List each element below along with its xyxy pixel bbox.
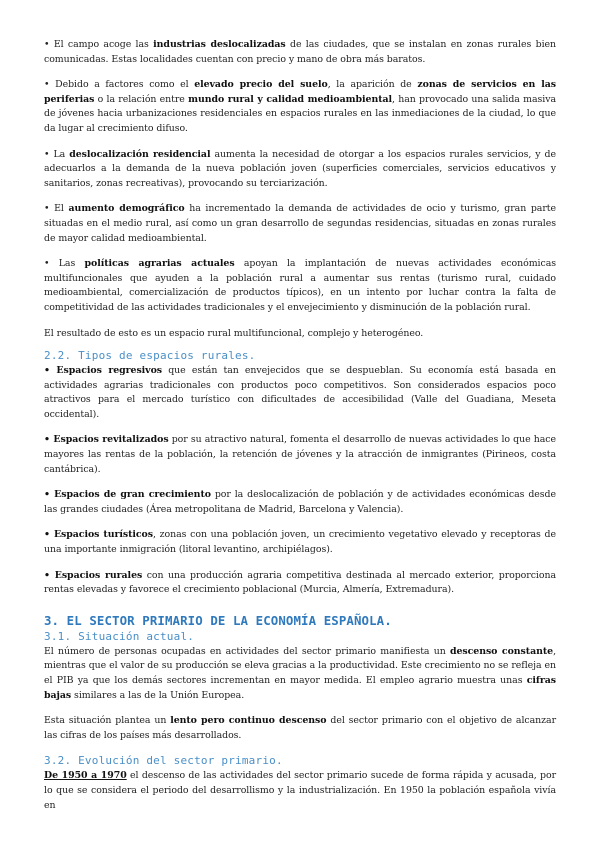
paragraph-situacion-plantea: [44, 714, 556, 743]
paragraph-precio-suelo: [44, 78, 556, 136]
text: , zonas con una población joven, un crecimiento vegetativo elevado y receptoras de una importante inmigración (litoral levantino, archipiélagos).: [44, 529, 556, 556]
paragraph-deslocalizacion: [44, 148, 556, 192]
bold-term: • Espacios revitalizados: [44, 434, 169, 446]
paragraph-espacios-turisticos: [44, 528, 556, 557]
bold-term: • Espacios rurales: [44, 569, 143, 581]
text: • Las: [44, 258, 85, 270]
text: del sector primario con el objetivo de alcanzar las cifras de los países más desarrollados.: [44, 715, 557, 741]
document-page: [44, 38, 556, 824]
bold-term: • Espacios turísticos: [44, 529, 153, 541]
text: , la aparición de: [327, 79, 418, 91]
bold-term: industrias deslocalizadas: [153, 39, 286, 50]
bold-term: políticas agrarias actuales: [84, 258, 235, 270]
heading-evolucion-sector-primario: 3.2. Evolución del sector primario.: [44, 754, 283, 768]
paragraph-espacios-gran-crecimiento: [44, 488, 556, 517]
text: • Debido a factores como el: [44, 79, 195, 91]
bold-term: zonas de servicios en las periferias: [44, 79, 556, 105]
bold-term: descenso constante: [449, 645, 554, 657]
paragraph-aumento-demografico: [44, 202, 556, 246]
text: , han provocado una salida masiva de jóvenes hacia urbanizaciones residenciales en espacios rurales en las inmediaciones de la ciudad, lo que da lugar al crecimiento difuso.: [44, 93, 556, 134]
bold-term: aumento demográfico: [68, 203, 185, 215]
paragraph-espacios-regresivos: [44, 364, 556, 422]
bold-term: mundo rural y calidad medioambiental: [188, 93, 393, 105]
paragraph-espacios-rurales: [44, 569, 556, 598]
text: ha incrementado la demanda de actividades de ocio y turismo, gran parte situadas en el medio rural, así como un gran desarrollo de segundas residencias, situadas en zonas rurales de mayor calidad medioambiental.: [44, 203, 556, 244]
heading-tipos-espacios-rurales: 2.2. Tipos de espacios rurales.: [44, 349, 256, 363]
text: • El: [44, 203, 69, 215]
text: Esta situación plantea un: [44, 715, 171, 727]
paragraph-1950-1970: [44, 769, 556, 813]
bold-term: deslocalización residencial: [69, 148, 211, 160]
text: de las ciudades, que se instalan en zonas rurales bien comunicadas. Estas localidades cuentan con precio y mano de obra más baratos.: [44, 39, 557, 65]
paragraph-politicas-agrarias: [44, 257, 556, 315]
text: el descenso de las actividades del sector primario sucede de forma rápida y acusada, por lo que se considera el periodo del desarrollismo y la industrialización. En 1950 la población española vivía en: [44, 770, 556, 811]
paragraph-numero-personas: [44, 645, 556, 703]
paragraph-resultado: [44, 327, 556, 342]
bold-term: • Espacios de gran crecimiento: [44, 489, 211, 501]
bold-term: cifras bajas: [44, 675, 556, 701]
bold-term: lento pero continuo descenso: [170, 715, 327, 727]
bold-term: elevado precio del suelo: [194, 79, 328, 91]
paragraph-industrias: [44, 38, 556, 67]
heading-sector-primario: 3. EL SECTOR PRIMARIO DE LA ECONOMÍA ESPAÑOLA.: [44, 612, 392, 628]
heading-situacion-actual: 3.1. Situación actual.: [44, 629, 195, 643]
text: aumenta la necesidad de otorgar a los espacios rurales servicios, y de adecuarlos a la demanda de la nueva población joven (superficies comerciales, servicios educativos y sanitarios, zonas recreativas), provocando su terciarización.: [44, 148, 557, 189]
text: • La: [44, 148, 70, 160]
text: por su atractivo natural, fomenta el desarrollo de nuevas actividades lo que hace mayores las rentas de la población, la retención de jóvenes y la atracción de inmigrantes (Pirineos, costa cantábrica).: [44, 434, 556, 475]
underlined-date-range: De 1950 a 1970: [44, 770, 127, 782]
text: El número de personas ocupadas en actividades del sector primario manifiesta un: [44, 645, 450, 657]
text: o la relación entre: [94, 93, 189, 105]
paragraph-espacios-revitalizados: [44, 433, 556, 477]
text: apoyan la implantación de nuevas actividades económicas multifuncionales que ayuden a la población rural a aumentar sus rentas (turismo rural, cuidado medioambiental, comercialización de productos típicos), en un intento por luchar contra la falta de competitividad de las actividades tradicionales y el envejecimiento y disminución de la población rural.: [44, 258, 556, 313]
text: El resultado de esto es un espacio rural multifuncional, complejo y heterogéneo.: [44, 327, 424, 339]
text: con una producción agraria competitiva destinada al mercado exterior, proporciona rentas elevadas y favorece el crecimiento poblacional (Murcia, Almería, Extremadura).: [44, 569, 556, 596]
text: por la deslocalización de población y de actividades económicas desde las grandes ciudades (Área metropolitana de Madrid, Barcelona y Valencia).: [44, 489, 556, 515]
bold-term: • Espacios regresivos: [44, 365, 163, 377]
text: que están tan envejecidos que se despueblan. Su economía está basada en actividades agrarias tradicionales con productos poco competitivos. Son considerados espacios poco atractivos para el mercado turístico con dificultades de accesibilidad (Valle del Guadiana, Meseta occidental).: [44, 365, 556, 420]
text: • El campo acoge las: [44, 39, 154, 50]
text: similares a las de la Unión Europea.: [71, 689, 245, 701]
text: , mientras que el valor de su producción se eleva gracias a la productividad. Este crecimiento no se refleja en el PIB ya que los demás sectores incrementan en mayor medida. El empleo agrario muestra unas: [44, 645, 556, 686]
